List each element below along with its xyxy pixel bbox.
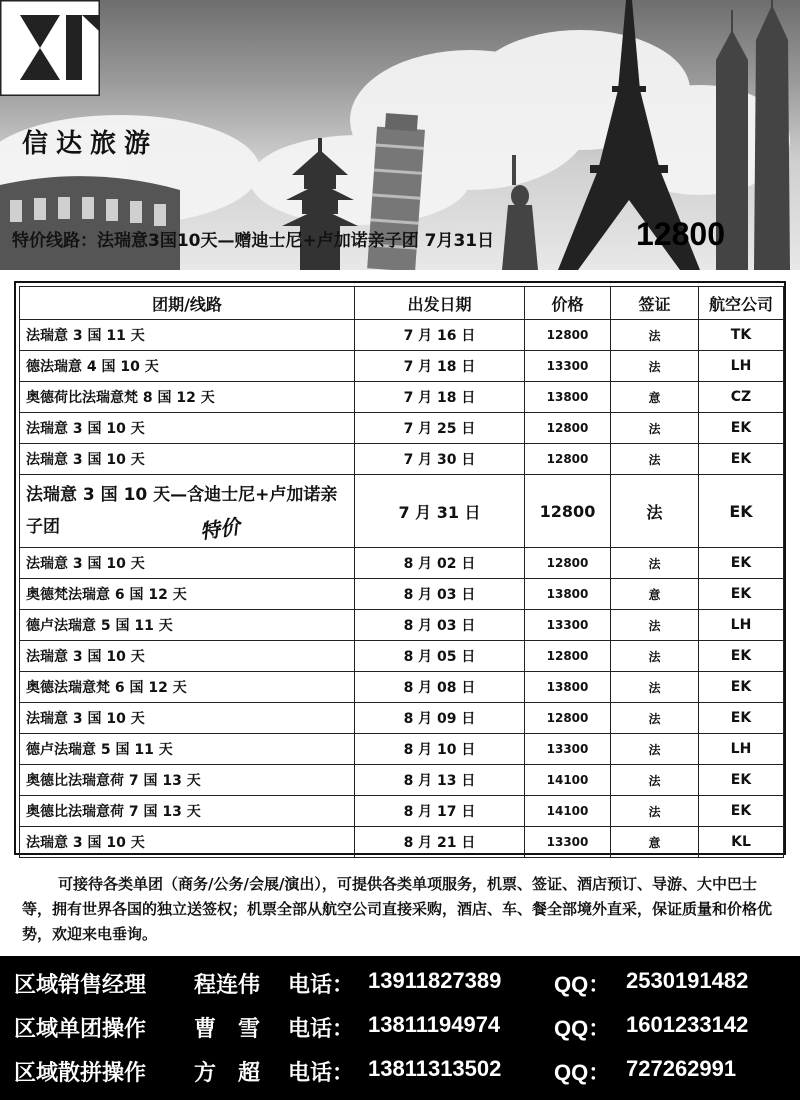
route-cell-text: 德卢法瑞意 5 国 11 天	[26, 742, 173, 758]
date-cell-text: 7 月 18 日	[403, 390, 476, 406]
colosseum	[0, 176, 180, 270]
airline-cell	[699, 641, 784, 672]
date-cell-text: 7 月 30 日	[403, 452, 476, 468]
brand-logo	[0, 0, 100, 96]
airline-cell	[699, 320, 784, 351]
route-cell-text: 法瑞意 3 国 10 天	[26, 452, 145, 468]
price-cell	[525, 413, 611, 444]
price-cell-text: 13300	[546, 359, 589, 373]
route-cell-text: 奥德比法瑞意荷 7 国 13 天	[26, 804, 201, 820]
airline-cell	[699, 351, 784, 382]
date-cell-text: 7 月 25 日	[403, 421, 476, 437]
airline-cell	[699, 475, 784, 548]
table-row	[20, 703, 784, 734]
special-offer-stamp: 特价	[198, 514, 242, 544]
promo-line: 特价线路：法瑞意3国10天—赠迪士尼+卢加诺亲子团 7月31日	[12, 231, 495, 251]
route-cell-text: 德卢法瑞意 5 国 11 天	[26, 618, 173, 634]
qq-label: QQ：	[554, 1060, 611, 1085]
contact-title: 区域散拼操作	[14, 1061, 147, 1086]
route-cell	[20, 734, 355, 765]
contacts-panel	[0, 956, 800, 1100]
route-cell	[20, 796, 355, 827]
airline-cell-text: EK	[730, 679, 752, 695]
airline-cell-text: LH	[730, 741, 752, 757]
price-cell	[525, 765, 611, 796]
price-cell-text: 13800	[546, 680, 589, 694]
date-cell	[355, 796, 525, 827]
date-cell	[355, 320, 525, 351]
airline-cell-text: EK	[729, 501, 753, 521]
date-cell-text: 7 月 16 日	[403, 328, 476, 344]
price-cell-text: 12800	[546, 452, 589, 466]
airline-cell	[699, 827, 784, 858]
airline-cell-text: EK	[730, 586, 752, 602]
visa-cell	[611, 413, 699, 444]
visa-cell-text: 法	[648, 359, 661, 374]
date-cell-text: 8 月 05 日	[403, 649, 476, 665]
contact-name: 程连伟	[194, 973, 261, 998]
route-cell	[20, 320, 355, 351]
route-cell-text: 奥德梵法瑞意 6 国 12 天	[26, 587, 187, 603]
price-cell-text: 12800	[546, 328, 589, 342]
visa-cell-text: 法	[648, 742, 661, 757]
promo-price: 12800	[636, 216, 725, 252]
header-route: 团期/线路	[20, 287, 355, 320]
airline-cell-text: LH	[730, 358, 752, 374]
price-cell-text: 14100	[546, 773, 589, 787]
route-cell	[20, 475, 355, 548]
route-cell-text: 法瑞意 3 国 10 天—含迪士尼+卢加诺亲子团	[26, 485, 338, 537]
table-row	[20, 320, 784, 351]
airline-cell-text: LH	[730, 617, 752, 633]
date-cell-text: 8 月 09 日	[403, 711, 476, 727]
airline-cell-text: EK	[730, 803, 752, 819]
service-description: 可接待各类单团（商务/公务/会展/演出），可提供各类单项服务，机票、签证、酒店预订、导游、大中巴士等，拥有世界各国的独立送签权；机票全部从航空公司直接采购，酒店、车、餐全部境外直采，保证质量和价格优势，欢迎来电垂询。	[22, 875, 773, 943]
visa-cell-text: 法	[648, 649, 661, 664]
visa-cell	[611, 351, 699, 382]
header-price: 价格	[525, 287, 611, 320]
airline-cell-text: KL	[731, 834, 751, 850]
date-cell	[355, 382, 525, 413]
price-cell-text: 13800	[546, 587, 589, 601]
route-cell-text: 法瑞意 3 国 11 天	[26, 328, 145, 344]
airline-cell	[699, 734, 784, 765]
contact-phone: 13811313502	[368, 1056, 502, 1081]
route-cell	[20, 579, 355, 610]
contact-phone: 13911827389	[368, 968, 502, 993]
table-row	[20, 641, 784, 672]
contact-qq: 1601233142	[626, 1012, 749, 1037]
date-cell	[355, 548, 525, 579]
date-cell	[355, 610, 525, 641]
route-cell-text: 法瑞意 3 国 10 天	[26, 835, 145, 851]
price-cell-text: 13300	[546, 835, 589, 849]
date-cell-text: 7 月 18 日	[403, 359, 476, 375]
date-cell	[355, 579, 525, 610]
price-cell	[525, 827, 611, 858]
price-cell	[525, 579, 611, 610]
route-cell	[20, 827, 355, 858]
price-cell	[525, 548, 611, 579]
table-row	[20, 548, 784, 579]
contact-qq: 727262991	[626, 1056, 737, 1081]
price-cell	[525, 734, 611, 765]
visa-cell	[611, 641, 699, 672]
price-cell	[525, 475, 611, 548]
contact-title: 区域单团操作	[14, 1017, 147, 1042]
visa-cell	[611, 579, 699, 610]
header-airline: 航空公司	[699, 287, 784, 320]
airline-cell	[699, 382, 784, 413]
date-cell-text: 8 月 21 日	[403, 835, 476, 851]
price-cell-text: 12800	[546, 649, 589, 663]
visa-cell-text: 法	[648, 556, 661, 571]
visa-cell	[611, 320, 699, 351]
route-cell-text: 法瑞意 3 国 10 天	[26, 556, 145, 572]
table-row	[20, 672, 784, 703]
route-cell	[20, 548, 355, 579]
route-cell	[20, 765, 355, 796]
table-row	[20, 796, 784, 827]
route-cell-text: 奥德比法瑞意荷 7 国 13 天	[26, 773, 201, 789]
airline-cell	[699, 548, 784, 579]
date-cell-text: 8 月 13 日	[403, 773, 476, 789]
route-cell	[20, 413, 355, 444]
airline-cell	[699, 765, 784, 796]
route-cell	[20, 672, 355, 703]
airline-cell	[699, 579, 784, 610]
airline-cell	[699, 703, 784, 734]
header-banner	[0, 0, 800, 270]
price-cell-text: 14100	[546, 804, 589, 818]
table-row	[20, 827, 784, 858]
airline-cell-text: TK	[730, 327, 752, 343]
phone-label: 电话：	[288, 973, 355, 998]
table-row	[20, 413, 784, 444]
visa-cell-text: 法	[648, 680, 661, 695]
route-cell	[20, 610, 355, 641]
qq-label: QQ：	[554, 1016, 611, 1041]
visa-cell-text: 法	[648, 711, 661, 726]
route-cell	[20, 641, 355, 672]
header-visa: 签证	[611, 287, 699, 320]
table-row	[20, 579, 784, 610]
visa-cell	[611, 548, 699, 579]
date-cell	[355, 641, 525, 672]
airline-cell-text: EK	[730, 555, 752, 571]
airline-cell	[699, 672, 784, 703]
visa-cell	[611, 765, 699, 796]
date-cell	[355, 703, 525, 734]
route-cell-text: 法瑞意 3 国 10 天	[26, 421, 145, 437]
visa-cell-text: 法	[648, 804, 661, 819]
date-cell	[355, 734, 525, 765]
price-cell-text: 13300	[546, 742, 589, 756]
visa-cell-text: 意	[648, 587, 661, 602]
table-row	[20, 444, 784, 475]
contact-qq: 2530191482	[626, 968, 749, 993]
price-cell-text: 13800	[546, 390, 589, 404]
date-cell-text: 8 月 03 日	[403, 618, 476, 634]
date-cell	[355, 475, 525, 548]
airline-cell-text: CZ	[730, 389, 752, 405]
visa-cell	[611, 734, 699, 765]
visa-cell	[611, 672, 699, 703]
price-cell-text: 12800	[546, 421, 589, 435]
contact-name: 曹 雪	[194, 1017, 261, 1042]
contact-phone: 13811194974	[368, 1012, 501, 1037]
airline-cell-text: EK	[730, 710, 752, 726]
price-cell	[525, 610, 611, 641]
table-row	[20, 475, 784, 548]
visa-cell	[611, 444, 699, 475]
price-cell-text: 12800	[546, 711, 589, 725]
price-cell-text: 12800	[546, 556, 589, 570]
route-cell-text: 法瑞意 3 国 10 天	[26, 711, 145, 727]
airline-cell-text: EK	[730, 451, 752, 467]
date-cell-text: 8 月 10 日	[403, 742, 476, 758]
date-cell-text: 8 月 02 日	[403, 556, 476, 572]
visa-cell-text: 法	[648, 452, 661, 467]
date-cell	[355, 765, 525, 796]
airline-cell	[699, 610, 784, 641]
visa-cell-text: 法	[648, 421, 661, 436]
contact-name: 方 超	[194, 1061, 261, 1086]
date-cell	[355, 413, 525, 444]
route-cell	[20, 351, 355, 382]
table-row	[20, 734, 784, 765]
qq-label: QQ：	[554, 972, 611, 997]
visa-cell-text: 法	[648, 773, 661, 788]
visa-cell-text: 法	[646, 502, 663, 522]
date-cell	[355, 827, 525, 858]
visa-cell-text: 意	[648, 390, 661, 405]
route-cell-text: 奥德荷比法瑞意梵 8 国 12 天	[26, 390, 215, 406]
airline-cell	[699, 444, 784, 475]
header-date: 出发日期	[355, 287, 525, 320]
airline-cell-text: EK	[730, 420, 752, 436]
price-cell	[525, 703, 611, 734]
price-cell	[525, 796, 611, 827]
table-row	[20, 382, 784, 413]
date-cell-text: 8 月 17 日	[403, 804, 476, 820]
date-cell-text: 8 月 08 日	[403, 680, 476, 696]
visa-cell	[611, 796, 699, 827]
price-cell	[525, 382, 611, 413]
airline-cell-text: EK	[730, 648, 752, 664]
visa-cell	[611, 610, 699, 641]
route-cell	[20, 382, 355, 413]
phone-label: 电话：	[288, 1017, 355, 1042]
visa-cell-text: 意	[648, 835, 661, 850]
price-cell	[525, 672, 611, 703]
visa-cell-text: 法	[648, 328, 661, 343]
date-cell	[355, 672, 525, 703]
price-cell	[525, 351, 611, 382]
table-row	[20, 351, 784, 382]
date-cell	[355, 351, 525, 382]
route-cell	[20, 444, 355, 475]
price-cell	[525, 444, 611, 475]
price-cell	[525, 641, 611, 672]
route-cell-text: 奥德法瑞意梵 6 国 12 天	[26, 680, 187, 696]
visa-cell	[611, 703, 699, 734]
airline-cell-text: EK	[730, 772, 752, 788]
tour-schedule-table	[14, 281, 786, 855]
route-cell-text: 法瑞意 3 国 10 天	[26, 649, 145, 665]
table-header-row	[20, 287, 784, 320]
visa-cell	[611, 475, 699, 548]
table-row	[20, 610, 784, 641]
date-cell	[355, 444, 525, 475]
route-cell	[20, 703, 355, 734]
price-cell-text: 12800	[539, 501, 596, 521]
date-cell-text: 7 月 31 日	[398, 502, 481, 522]
price-cell	[525, 320, 611, 351]
visa-cell	[611, 827, 699, 858]
contact-title: 区域销售经理	[14, 973, 147, 998]
price-cell-text: 13300	[546, 618, 589, 632]
table-row	[20, 765, 784, 796]
phone-label: 电话：	[288, 1061, 355, 1086]
route-cell-text: 德法瑞意 4 国 10 天	[26, 359, 159, 375]
visa-cell	[611, 382, 699, 413]
visa-cell-text: 法	[648, 618, 661, 633]
date-cell-text: 8 月 03 日	[403, 587, 476, 603]
brand-name: 信达旅游	[22, 129, 159, 159]
airline-cell	[699, 413, 784, 444]
airline-cell	[699, 796, 784, 827]
